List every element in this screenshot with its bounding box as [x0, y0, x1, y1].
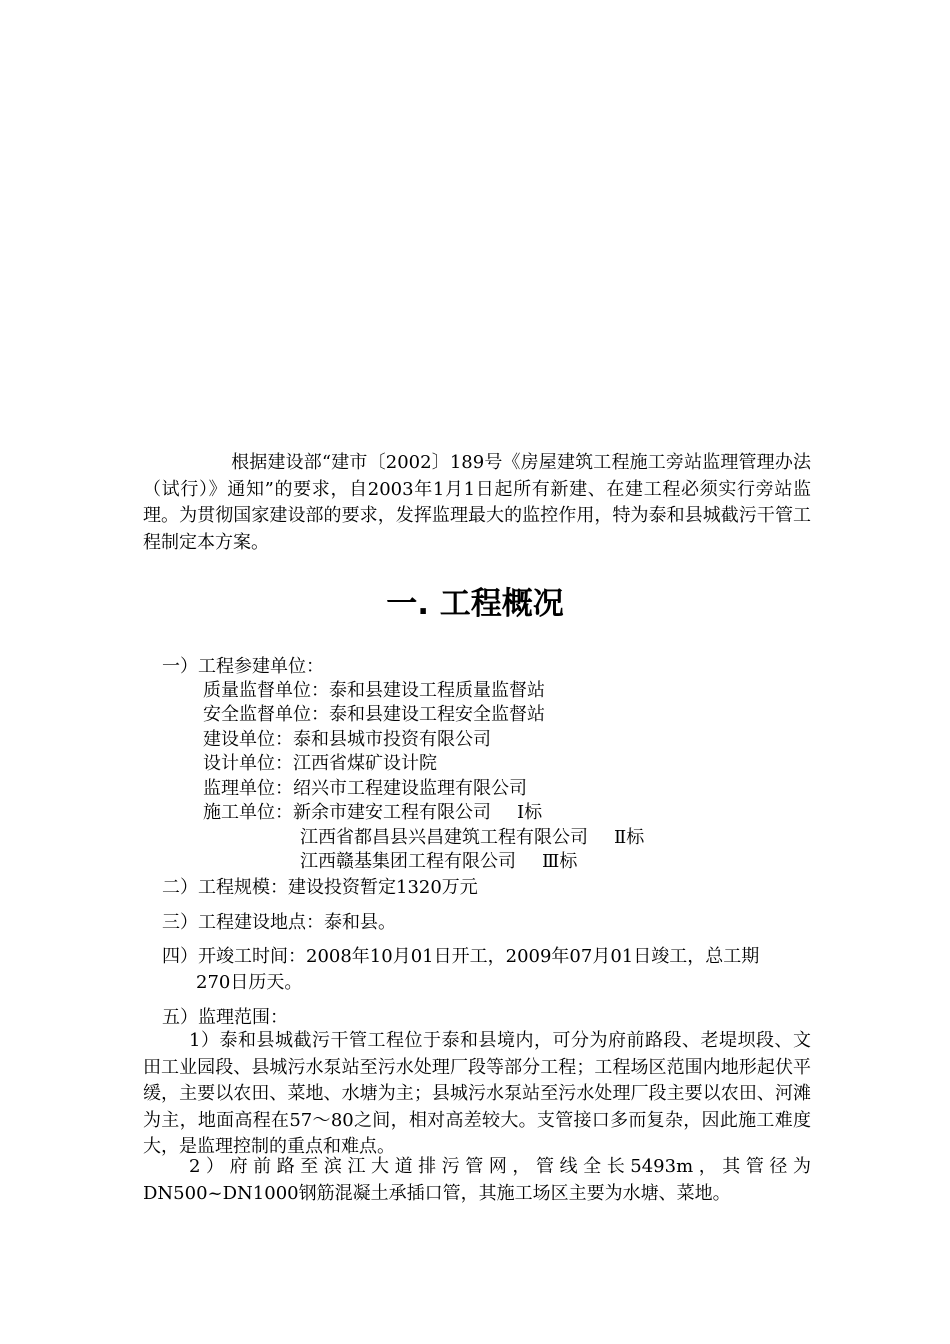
project-scale: 二）工程规模：建设投资暂定1320万元	[162, 877, 478, 898]
contractor-section: Ⅱ标	[614, 827, 645, 848]
safety-supervision-unit: 安全监督单位：泰和县建设工程安全监督站	[203, 704, 545, 725]
scope-heading: 五）监理范围：	[162, 1007, 288, 1028]
contractor-section: Ⅲ标	[542, 851, 578, 872]
construction-unit-row	[203, 801, 542, 825]
scope-item-2: 2）府前路至滨江大道排污管网，管线全长5493m，其管径为DN500~DN1000钢筋混凝土承插口管，其施工场区主要为水塘、菜地。	[143, 1156, 811, 1204]
design-unit: 设计单位：江西省煤矿设计院	[203, 753, 437, 774]
owner-unit: 建设单位：泰和县城市投资有限公司	[203, 729, 491, 750]
supervision-unit: 监理单位：绍兴市工程建设监理有限公司	[203, 778, 527, 799]
schedule-line-2: 270日历天。	[196, 972, 303, 993]
contractor-name: 江西赣基集团工程有限公司	[300, 851, 516, 872]
section-title: 一. 工程概况	[386, 586, 564, 622]
contractor-section: Ⅰ标	[517, 802, 543, 823]
scope-item-1: 1）泰和县城截污干管工程位于泰和县境内，可分为府前路段、老堤坝段、文田工业园段、县城污水泵站至污水处理厂段等部分工程；工程场区范围内地形起伏平缓，主要以农田、菜地、水塘为主；县城污水泵站至污水处理厂段主要以农田、河滩为主，地面高程在57～80之间，相对高差较大。支管接口多而复杂，因此施工难度大，是监理控制的重点和难点。	[143, 1030, 811, 1157]
project-location: 三）工程建设地点：泰和县。	[162, 912, 396, 933]
contractor-row	[300, 826, 644, 850]
construction-unit-label: 施工单位：	[203, 802, 293, 823]
quality-supervision-unit: 质量监督单位：泰和县建设工程质量监督站	[203, 680, 545, 701]
contractor-name: 新余市建安工程有限公司	[293, 802, 491, 823]
participants-heading: 一）工程参建单位：	[162, 656, 324, 677]
intro-text: 根据建设部“建市〔2002〕189号《房屋建筑工程施工旁站监理管理办法（试行）》通知”的要求，自2003年1月1日起所有新建、在建工程必须实行旁站监理。为贯彻国家建设部的要求，发挥监理最大的监控作用，特为泰和县城截污干管工程制定本方案。	[143, 452, 811, 553]
intro-paragraph	[143, 450, 811, 556]
schedule-line-1: 四）开竣工时间：2008年10月01日开工，2009年07月01日竣工，总工期	[162, 946, 760, 967]
contractor-row	[300, 850, 577, 874]
contractor-name: 江西省都昌县兴昌建筑工程有限公司	[300, 827, 588, 848]
